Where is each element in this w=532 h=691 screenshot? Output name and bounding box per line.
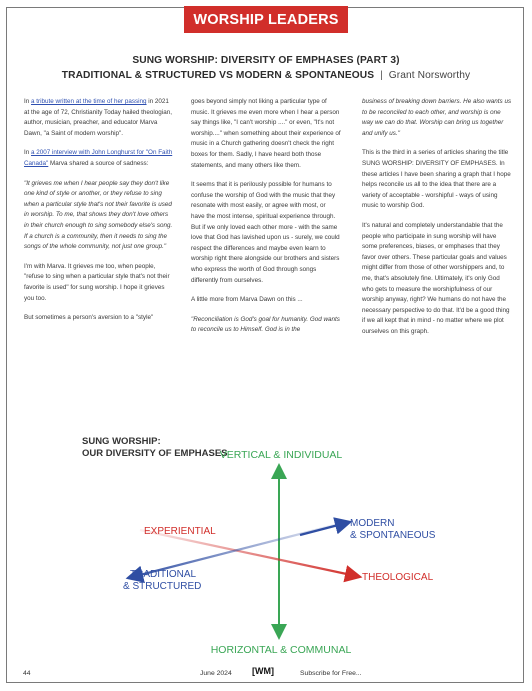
author-name: Grant Norsworthy	[388, 70, 471, 81]
label-right: THEOLOGICAL	[362, 572, 434, 583]
text: In	[24, 149, 32, 157]
interview-link[interactable]: a 2007 interview with John Longhurst for "On Faith Canada"	[24, 149, 173, 167]
marva-quote: "It grieves me when I hear people say they don't like one kind of style or another, or they refuse to sing when a particular style that's not their favorite is used in worship. To me, that shows they don't love others in their church enough to sing somebody else's song. If a church is a community, then it needs to sing the songs of the whole community, not just one group."	[24, 179, 173, 251]
paragraph: goes beyond simply not liking a particular type of music. It grieves me even more when I hear a person say things like, "I can't worship ...." or even, "It's not worship...." when something about their experience of music in a Church gathering doesn't check the right boxes for them. Sadly, I have heard both those statements, and many others like them.	[191, 98, 341, 169]
text: in 2021 at the age of 72, Christianity Today hailed theologian, author, musician, preacher, and educator Marva Dawn, "a Saint of modern worship".	[24, 98, 172, 137]
tribute-link[interactable]: a tribute written at the time of her passing	[31, 98, 147, 105]
label-bottom: HORIZONTAL & COMMUNAL	[210, 644, 352, 656]
modern-axis	[300, 523, 346, 535]
label-left: EXPERIENTIAL	[144, 526, 216, 537]
label-lower-left: TRADITIONAL	[130, 569, 197, 580]
paragraph: But sometimes a person's aversion to a "style"	[24, 314, 154, 322]
marva-quote: business of breaking down barriers. He also wants us to be reconciled to each other, and worship is one way we can do that. Worship can bring us together and unify us."	[362, 98, 512, 137]
column-1	[24, 97, 174, 333]
article-subtitle-text: TRADITIONAL & STRUCTURED VS MODERN & SPONTANEOUS	[61, 70, 375, 81]
paragraph: It's natural and completely understandable that the people who participate in sung worship will have some preferences, biases, or emphases that they favor over others. These particular goals and values might differ from those of other worshippers and, to me, that's absolutely fine. Ultimately, it's only God who gets to measure the worshipfulness of our worship anyway, right? We humans do not have the necessary perspective to do that. It'd be a good thing if we all kept that in mind - no matter where we plot ourselves on this graph.	[362, 221, 510, 335]
paragraph	[24, 148, 174, 169]
issue-date: June 2024	[200, 670, 232, 677]
article-subtitle	[20, 70, 512, 81]
subscribe-link[interactable]: Subscribe for Free...	[300, 670, 362, 677]
text: Marva shared a source of sadness:	[48, 159, 149, 167]
label-upper-right: & SPONTANEOUS	[350, 530, 436, 541]
paragraph: I'm with Marva. It grieves me too, when people, "refuse to sing when a particular style that's not their favorite is used" for sung worship. I hope it grieves you too.	[24, 262, 170, 302]
label-lower-left: & STRUCTURED	[123, 581, 202, 592]
article-title: SUNG WORSHIP: DIVERSITY OF EMPHASES (PART 3)	[132, 55, 400, 66]
paragraph: It seems that it is perilously possible for humans to confuse the worship of God with the music that they resonate with most easily, or agree with most, or have the most intense, spiritual experience through. But if we only loved each other more - with the same love that God has lavished upon us - surely, we could respect the differences and maybe even learn to worship right there alongside our brothers and sisters who express the worth of God through songs differently from ourselves.	[191, 181, 340, 284]
page-number: 44	[23, 670, 31, 677]
section-banner: WORSHIP LEADERS	[184, 6, 348, 33]
paragraph	[24, 97, 174, 139]
emphases-graph	[60, 425, 470, 661]
title-separator: |	[380, 70, 383, 81]
paragraph: A little more from Marva Dawn on this ...	[191, 296, 303, 304]
column-3	[362, 97, 512, 346]
graph-title: SUNG WORSHIP:	[82, 436, 161, 447]
graph-title: OUR DIVERSITY OF EMPHASES	[82, 448, 228, 459]
text: In	[24, 98, 32, 105]
marva-quote: "Reconciliation is God's goal for humanity. God wants to reconcile us to Himself. God is in the	[191, 315, 340, 334]
column-2	[191, 97, 341, 345]
wm-logo: [WM]	[252, 666, 274, 676]
label-upper-right: MODERN	[350, 518, 395, 529]
label-top: VERTICAL & INDIVIDUAL	[219, 449, 343, 461]
paragraph: This is the third in a series of articles sharing the title SUNG WORSHIP: DIVERSITY OF EMPHASES. In these articles I have been sharing a graph that I hope helps reconcile us all to the idea that there are a variety of acceptable - worshipful - ways of using music to worship God.	[362, 149, 511, 210]
